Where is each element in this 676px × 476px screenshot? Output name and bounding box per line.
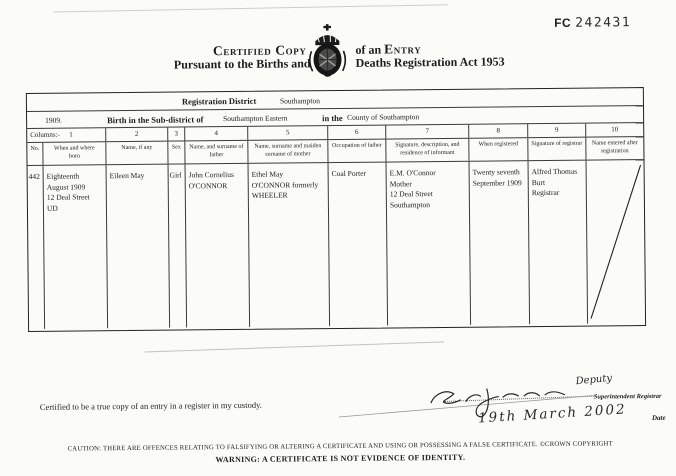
header-signature-registrar: Signature of registrar: [527, 138, 585, 161]
certificate-serial: [554, 13, 631, 32]
title-certified-copy: Certified Copy: [148, 42, 306, 60]
scan-artifact-line: [53, 4, 448, 12]
column-number-8: 8: [468, 124, 527, 138]
county-pre-label: in the: [322, 112, 343, 122]
superintendent-registrar-label: Superintendent Registrar: [594, 393, 662, 401]
title-entry: Entry: [384, 41, 421, 56]
deputy-handwritten-note: Deputy: [575, 373, 612, 387]
column-number-5: 5: [247, 126, 327, 140]
title-of-an: of an: [355, 43, 384, 57]
column-number-10: 10: [585, 123, 643, 137]
subdistrict-label: Birth in the Sub-district of: [107, 114, 203, 125]
header-informant: Signature, description, and residence of informant: [385, 139, 468, 162]
entry-father: John Cornelius O'CONNOR: [185, 164, 250, 328]
certify-statement: Certified to be a true copy of an entry in a register in my custody.: [40, 400, 262, 412]
subdistrict-value: Southampton Eastern: [223, 113, 287, 123]
column-number-6: 6: [327, 126, 385, 140]
entry-when-where-born: Eighteenth August 1909 12 Deal Street UD: [43, 165, 108, 329]
entry-when-registered: Twenty seventh September 1909: [469, 161, 530, 325]
entry-informant: E.M. O'Connor Mother 12 Deal Street Southampton: [386, 162, 471, 326]
column-number-7: 7: [385, 125, 468, 139]
strike-through-slash: [587, 160, 646, 324]
date-label: Date: [652, 414, 666, 422]
header-when-registered: When registered: [468, 138, 527, 161]
column-number-2: 2: [105, 128, 167, 142]
header-no: No.: [27, 143, 42, 165]
entry-sex: Girl: [168, 164, 187, 327]
header-sex: Sex: [167, 141, 184, 163]
entry-name-after-registration: [586, 160, 646, 324]
header-name-after-registration: Name entered after registration: [585, 137, 643, 160]
registration-district-label: Registration District: [182, 96, 256, 107]
caution-statement: CAUTION: THERE ARE OFFENCES RELATING TO FALSIFYING OR ALTERING A CERTIFICATE AND USING OR POSSESSING A FALSE CERTIFICATE. ©CROWN COPYRIGHT: [2, 440, 676, 453]
column-number-3: 3: [167, 127, 184, 140]
register-entry-table: [26, 87, 646, 332]
header-occupation: Occupation of father: [327, 140, 385, 163]
column-number-4: 4: [184, 127, 247, 141]
header-when-where-born: When and where born: [42, 142, 105, 165]
county-value: County of Southampton: [347, 112, 419, 122]
entry-no: 442: [28, 166, 45, 329]
royal-crest-icon: [307, 24, 348, 77]
columns-label: Columns:-: [30, 129, 60, 142]
year-value: 1909.: [45, 116, 62, 125]
warning-statement: WARNING: A CERTIFICATE IS NOT EVIDENCE OF IDENTITY.: [2, 451, 676, 466]
title-deaths-act: Deaths Registration Act 1953: [355, 54, 504, 70]
entry-occupation-father: Coal Porter: [328, 163, 388, 327]
header-mother: Name, surname and maiden surname of mother: [247, 140, 327, 163]
scan-artifact-line: [144, 341, 444, 352]
entry-mother: Ethel May O'CONNOR formerly WHEELER: [248, 163, 330, 327]
serial-prefix: FC: [554, 16, 571, 30]
title-pursuant: Pursuant to the Births and: [117, 56, 311, 73]
columns-merged-cell: [27, 128, 105, 142]
registration-district-value: Southampton: [280, 96, 320, 105]
entry-row: [28, 160, 646, 329]
date-handwritten-value: 19th March 2002: [478, 401, 628, 426]
header-name: Name, if any: [105, 142, 167, 165]
column-number-9: 9: [527, 124, 585, 138]
column-number-1: 1: [69, 129, 73, 142]
entry-name: Eileen May: [106, 165, 170, 329]
header-father: Name, and surname of father: [184, 141, 247, 164]
entry-registrar: Alfred Thomas Burt Registrar: [528, 161, 588, 325]
serial-number: 242431: [575, 15, 631, 31]
